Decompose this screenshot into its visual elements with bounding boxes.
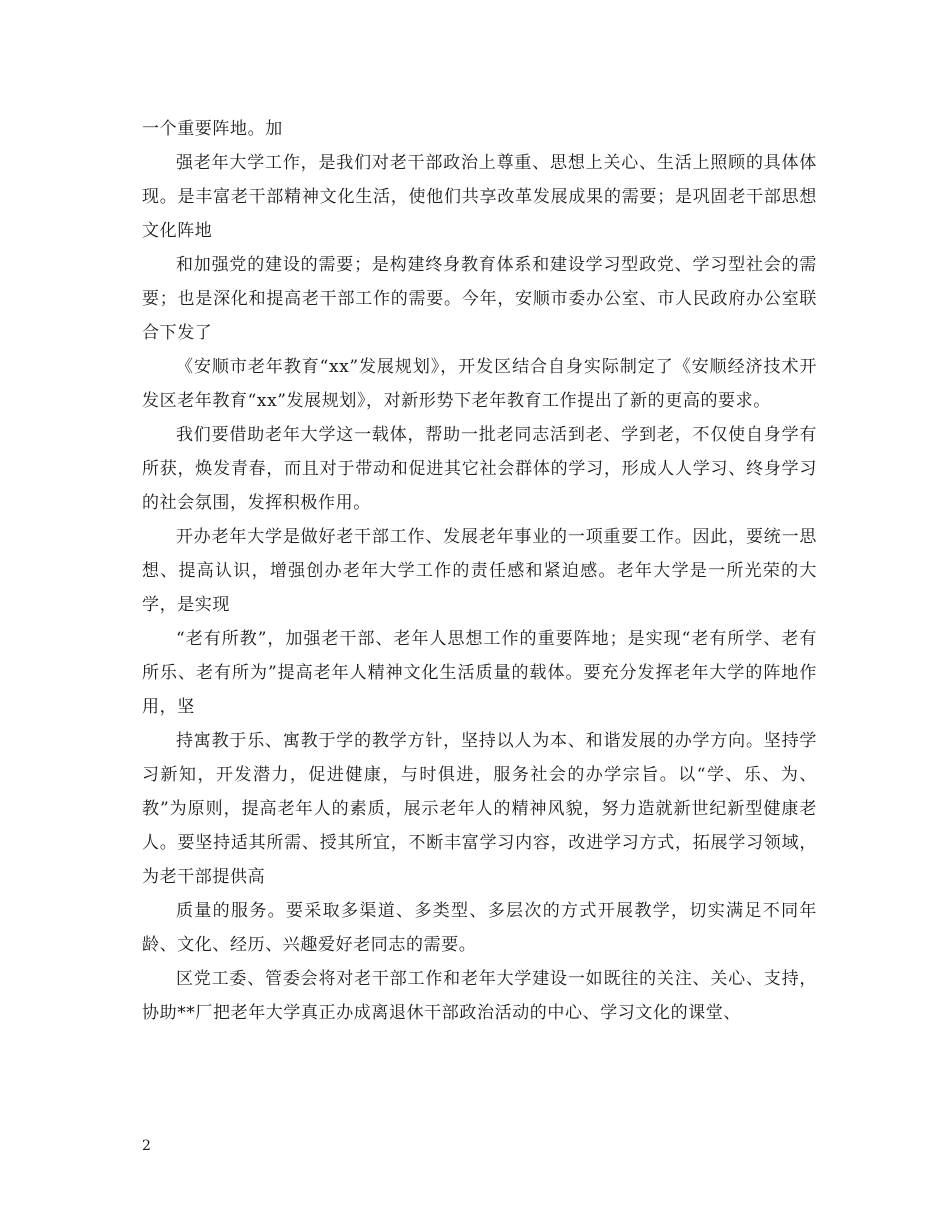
document-body [142,112,817,1030]
paragraph: “老有所教”，加强老干部、老年人思想工作的重要阵地；是实现“老有所学、老有所乐、老有所为”提高老年人精神文化生活质量的载体。要充分发挥老年大学的阵地作用，坚 [142,629,817,717]
paragraph: 质量的服务。要采取多渠道、多类型、多层次的方式开展教学，切实满足不同年龄、文化、经历、兴趣爱好老同志的需要。 [142,901,817,955]
paragraph: 我们要借助老年大学这一载体，帮助一批老同志活到老、学到老，不仅使自身学有所获，焕发青春，而且对于带动和促进其它社会群体的学习，形成人人学习、终身学习的社会氛围，发挥积极作用。 [142,425,817,513]
paragraph: 《安顺市老年教育“xx”发展规划》，开发区结合自身实际制定了《安顺经济技术开发区老年教育“xx”发展规划》，对新形势下老年教育工作提出了新的更高的要求。 [142,357,817,411]
paragraph: 持寓教于乐、寓教于学的教学方针，坚持以人为本、和谐发展的办学方向。坚持学习新知，开发潜力，促进健康，与时俱进，服务社会的办学宗旨。以“学、乐、为、教”为原则，提高老年人的素质，展示老年人的精神风貌，努力造就新世纪新型健康老人。要坚持适其所需、授其所宜，不断丰富学习内容，改进学习方式，拓展学习领域，为老干部提供高 [142,731,817,887]
paragraph: 和加强党的建设的需要；是构建终身教育体系和建设学习型政党、学习型社会的需要；也是深化和提高老干部工作的需要。今年，安顺市委办公室、市人民政府办公室联合下发了 [142,255,817,343]
paragraph: 区党工委、管委会将对老干部工作和老年大学建设一如既往的关注、关心、支持，协助**厂把老年大学真正办成离退休干部政治活动的中心、学习文化的课堂、 [142,969,817,1023]
paragraph: 一个重要阵地。加 [142,119,283,139]
paragraph: 开办老年大学是做好老干部工作、发展老年事业的一项重要工作。因此，要统一思想、提高认识，增强创办老年大学工作的责任感和紧迫感。老年大学是一所光荣的大学，是实现 [142,527,817,615]
paragraph: 强老年大学工作，是我们对老干部政治上尊重、思想上关心、生活上照顾的具体体现。是丰富老干部精神文化生活，使他们共享改革发展成果的需要；是巩固老干部思想文化阵地 [142,153,817,241]
page-number: 2 [142,1138,151,1154]
